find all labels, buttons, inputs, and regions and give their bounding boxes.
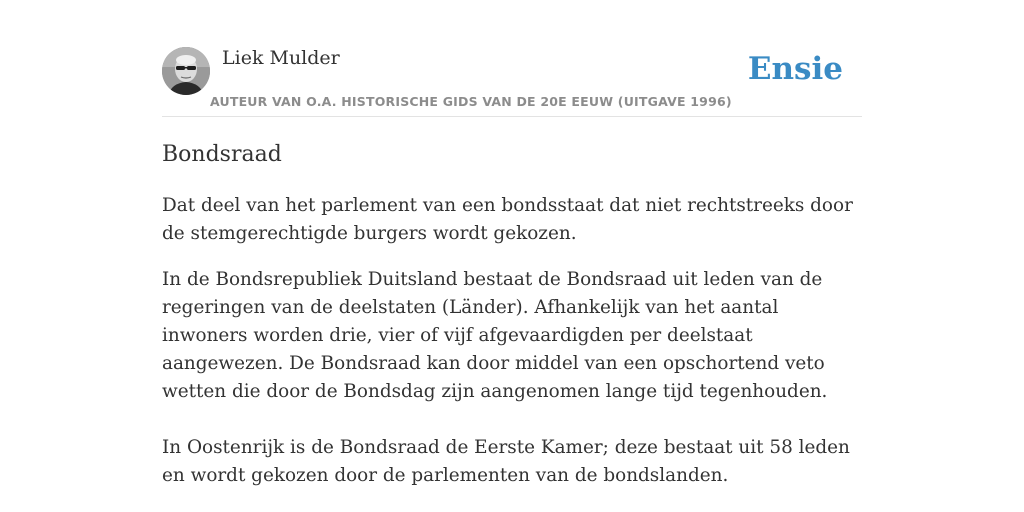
ensie-logo[interactable]: Ensie (747, 51, 843, 87)
author-header (162, 44, 862, 117)
article-paragraph: Dat deel van het parlement van een bondsstaat dat niet rechtstreeks door de stemgerechtigde burgers wordt gekozen. (162, 195, 853, 244)
article-title: Bondsraad (162, 142, 282, 167)
article (162, 140, 862, 490)
author-avatar[interactable] (162, 47, 210, 95)
author-name[interactable]: Liek Mulder (222, 47, 340, 69)
author-photo (162, 47, 210, 95)
author-description: AUTEUR VAN O.A. HISTORISCHE GIDS VAN DE 20E EEUW (UITGAVE 1996) (210, 94, 732, 109)
article-paragraph: In de Bondsrepubliek Duitsland bestaat de Bondsraad uit leden van de regeringen van de deelstaten (Länder). Afhankelijk van het aantal inwoners worden drie, vier of vijf afgevaardigden per deelstaat aangewezen. De Bondsraad kan door middel van een opschortend veto wetten die door de Bondsdag zijn aangenomen lange tijd tegenhouden. (162, 269, 828, 402)
article-paragraph: In Oostenrijk is de Bondsraad de Eerste Kamer; deze bestaat uit 58 leden en wordt gekozen door de parlementen van de bondslanden. (162, 437, 850, 486)
